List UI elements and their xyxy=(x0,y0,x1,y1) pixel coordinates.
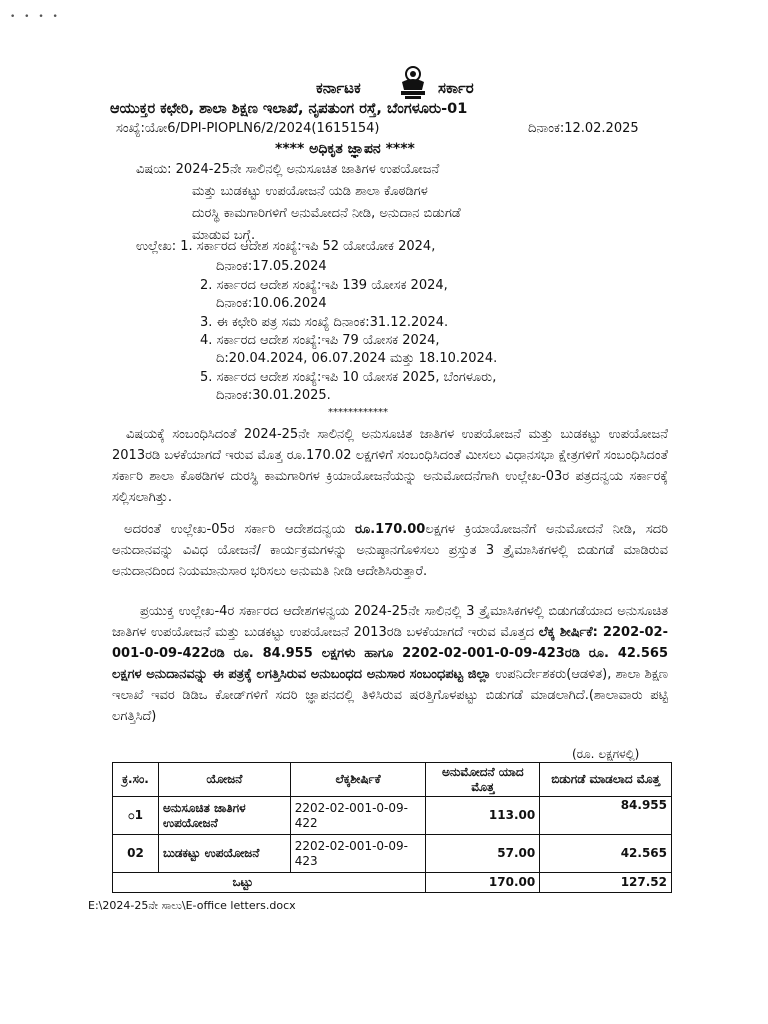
reference-line-2-date: ದಿನಾಂಕ:10.06.2024 xyxy=(216,296,327,311)
subject-line-1: ವಿಷಯ: 2024-25ನೇ ಸಾಲಿನಲ್ಲಿ ಅನುಸೂಚಿತ ಜಾತಿಗಳ ಉಪಯೋಜನೆ xyxy=(136,162,440,177)
office-address: ಆಯುಕ್ತರ ಕಛೇರಿ, ಶಾಲಾ ಶಿಕ್ಷಣ ಇಲಾಖೆ, ನೃಪತುಂಗ ರಸ್ತೆ, ಬೆಂಗಳೂರು-01 xyxy=(110,101,468,117)
col-header-released: ಬಿಡುಗಡೆ ಮಾಡಲಾದ ಮೊತ್ತ xyxy=(540,763,672,797)
grant-release-table xyxy=(112,762,672,893)
para3-text-c: ಉಪನಿರ್ದೇಶಕರು(ಆಡಳಿತ), ಶಾಲಾ ಶಿಕ್ಷಣ ಇಲಾಖೆ ಇವರ ಡಿಡಿಒ ಕೋಡ್‌ಗಳಿಗೆ ಸದರಿ ಜ್ಞಾಪನದಲ್ಲಿ ತಿಳಿಸಿರುವ ಷರತ್ತಿಗೊಳಪಟ್ಟು ಬಿಡುಗಡೆ ಮಾಡಲಾಗಿದೆ.(ಶಾಲಾವಾರು ಪಟ್ಟಿ ಲಗತ್ತಿಸಿದೆ) xyxy=(112,667,668,724)
body-paragraph-2 xyxy=(112,519,668,582)
reference-line-5-date: ದಿನಾಂಕ:30.01.2025. xyxy=(216,388,331,403)
state-name-right: ಸರ್ಕಾರ xyxy=(438,79,474,97)
row-account-head: 2202-02-001-0-09-423 xyxy=(290,835,426,873)
reference-line-4-dates: ದಿ:20.04.2024, 06.07.2024 ಮತ್ತು 18.10.2024. xyxy=(216,351,498,366)
total-label: ಒಟ್ಟು xyxy=(158,873,425,893)
document-title: **** ಅಧಿಕೃತ ಜ್ಞಾಪನ **** xyxy=(275,141,415,157)
row-account-head: 2202-02-001-0-09-422 xyxy=(290,797,426,835)
row-scheme: ಬುಡಕಟ್ಟು ಉಪಯೋಜನೆ xyxy=(158,835,290,873)
total-approved-amount: 170.00 xyxy=(426,873,540,893)
section-separator: ************ xyxy=(328,407,388,418)
para2-text-c: ಲಕ್ಷಗಳ ಕ್ರಿಯಾಯೋಜನೆಗೆ ಅನುಮೋದನೆ ನೀಡಿ, ಸದರಿ ಅನುದಾನವನ್ನು ವಿವಿಧ ಯೋಜನೆ/ ಕಾರ್ಯಕ್ರಮಗಳನ್ನು ಅನುಷ್ಠಾನಗೊಳಿಸಲು ಪ್ರಸ್ತುತ 3 ತ್ರೈಮಾಸಿಕಗಳಲ್ಲಿ ಬಿಡುಗಡೆ ಮಾಡಿರುವ ಅನುದಾನದಿಂದ ನಿಯಮಾನುಸಾರ ಭರಿಸಲು ಅನುಮತಿ ನೀಡಿ ಆದೇಶಿಸಿರುತ್ತಾರೆ. xyxy=(112,522,668,579)
subject-line-3: ದುರಸ್ಥಿ ಕಾಮಗಾರಿಗಳಿಗೆ ಅನುಮೋದನೆ ನೀಡಿ, ಅನುದಾನ ಬಿಡುಗಡೆ xyxy=(192,206,461,221)
row-released-amount: 84.955 xyxy=(540,797,672,835)
row-scheme: ಅನುಸೂಚಿತ ಜಾತಿಗಳ ಉಪಯೋಜನೆ xyxy=(158,797,290,835)
col-header-approved: ಅನುಮೋದನೆ ಯಾದ ಮೊತ್ತ xyxy=(426,763,540,797)
total-released-amount: 127.52 xyxy=(540,873,672,893)
reference-line-1-date: ದಿನಾಂಕ:17.05.2024 xyxy=(216,259,327,274)
table-row xyxy=(113,835,672,873)
reference-line-4: 4. ಸರ್ಕಾರದ ಆದೇಶ ಸಂಖ್ಯೆ:ಇಪಿ 79 ಯೋಸಕ 2024, xyxy=(200,333,440,348)
scan-corner-marks: • • • • xyxy=(10,12,61,22)
para3-account-heads: ಲೆಕ್ಕ ಶೀರ್ಷಿಕೆ: 2202-02-001-0-09-422ರಡಿ ರೂ. 84.955 ಲಕ್ಷಗಳು ಹಾಗೂ 2202-02-001-0-09-423ರಡಿ ರೂ. 42.565 ಲಕ್ಷಗಳ ಅನುದಾನವನ್ನು ಈ ಪತ್ರಕ್ಕೆ ಲಗತ್ತಿಸಿರುವ ಅನುಬಂಧದ ಅನುಸಾರ ಸಂಬಂಧಪಟ್ಟ ಜಿಲ್ಲಾ xyxy=(112,625,668,682)
col-header-scheme: ಯೋಜನೆ xyxy=(158,763,290,797)
para2-text-a: ಅದರಂತೆ ಉಲ್ಲೇಖ-05ರ ಸರ್ಕಾರಿ ಆದೇಶದನ್ವಯ xyxy=(124,522,356,537)
row-released-amount: 42.565 xyxy=(540,835,672,873)
state-emblem-icon xyxy=(396,62,430,100)
table-unit-note: (ರೂ. ಲಕ್ಷಗಳಲ್ಲಿ) xyxy=(572,747,640,761)
body-paragraph-1: ವಿಷಯಕ್ಕೆ ಸಂಬಂಧಿಸಿದಂತೆ 2024-25ನೇ ಸಾಲಿನಲ್ಲಿ ಅನುಸೂಚಿತ ಜಾತಿಗಳ ಉಪಯೋಜನೆ ಮತ್ತು ಬುಡಕಟ್ಟು ಉಪಯೋಜನೆ 2013ರಡಿ ಬಳಕೆಯಾಗದೆ ಇರುವ ಮೊತ್ತ ರೂ.170.02 ಲಕ್ಷಗಳಿಗೆ ಸಂಬಂಧಿಸಿದಂತೆ ಮೀಸಲು ವಿಧಾನಸಭಾ ಕ್ಷೇತ್ರಗಳಿಗೆ ಸಂಬಂಧಿಸಿದಂತೆ ಸರ್ಕಾರಿ ಶಾಲಾ ಕೊಠಡಿಗಳ ದುರಸ್ಥಿ ಕಾಮಗಾರಿಗಳ ಕ್ರಿಯಾಯೋಜನೆಯನ್ನು ಅನುಮೋದನೆಗಾಗಿ ಉಲ್ಲೇಖ-03ರ ಪತ್ರದನ್ವಯ ಸರ್ಕಾರಕ್ಕೆ ಸಲ್ಲಿಸಲಾಗಿತ್ತು. xyxy=(112,427,668,505)
col-header-serial: ಕ್ರ.ಸಂ. xyxy=(113,763,159,797)
subject-line-4: ಮಾಡುವ ಬಗ್ಗೆ. xyxy=(192,228,256,243)
letter-date: ದಿನಾಂಕ:12.02.2025 xyxy=(528,121,639,136)
reference-number: ಸಂಖ್ಯೆ:ಯೋ6/DPI-PIOPLN6/2/2024(1615154) xyxy=(116,121,380,136)
row-approved-amount: 57.00 xyxy=(426,835,540,873)
reference-line-1: ಉಲ್ಲೇಖ: 1. ಸರ್ಕಾರದ ಆದೇಶ ಸಂಖ್ಯೆ:ಇಪಿ 52 ಯೋಯೋಕ 2024, xyxy=(136,239,436,254)
reference-line-5: 5. ಸರ್ಕಾರದ ಆದೇಶ ಸಂಖ್ಯೆ:ಇಪಿ 10 ಯೋಸಕ 2025, ಬೆಂಗಳೂರು, xyxy=(200,370,497,385)
reference-line-3: 3. ಈ ಕಛೇರಿ ಪತ್ರ ಸಮ ಸಂಖ್ಯೆ ದಿನಾಂಕ:31.12.2024. xyxy=(200,315,449,330)
body-paragraph-3 xyxy=(112,601,668,727)
reference-line-2: 2. ಸರ್ಕಾರದ ಆದೇಶ ಸಂಖ್ಯೆ:ಇಪಿ 139 ಯೋಸಕ 2024, xyxy=(200,278,448,293)
para2-amount: ರೂ.170.00 xyxy=(355,522,426,537)
row-serial: 02 xyxy=(113,835,159,873)
col-header-account-head: ಲೆಕ್ಕಶೀರ್ಷಿಕೆ xyxy=(290,763,426,797)
row-approved-amount: 113.00 xyxy=(426,797,540,835)
table-row xyxy=(113,797,672,835)
file-path-footer: E:\2024-25ನೇ ಸಾಲು\E-office letters.docx xyxy=(88,899,296,912)
row-serial: ೦1 xyxy=(113,797,159,835)
table-total-row xyxy=(113,873,672,893)
state-name-left: ಕರ್ನಾಟಕ xyxy=(316,79,361,97)
para3-text-a: ಪ್ರಯುಕ್ತ ಉಲ್ಲೇಖ-4ರ ಸರ್ಕಾರದ ಆದೇಶಗಳನ್ವಯ 2024-25ನೇ ಸಾಲಿನಲ್ಲಿ 3 ತ್ರೈಮಾಸಿಕಗಳಲ್ಲಿ ಬಿಡುಗಡೆಯಾದ ಅನುಸೂಚಿತ ಜಾತಿಗಳ ಉಪಯೋಜನೆ ಮತ್ತು ಬುಡಕಟ್ಟು ಉಪಯೋಜನೆ 2013ರಡಿ ಬಳಕೆಯಾಗದೆ ಇರುವ ಮೊತ್ತದ xyxy=(112,604,668,640)
subject-line-2: ಮತ್ತು ಬುಡಕಟ್ಟು ಉಪಯೋಜನೆ ಯಡಿ ಶಾಲಾ ಕೊಠಡಿಗಳ xyxy=(192,184,428,199)
